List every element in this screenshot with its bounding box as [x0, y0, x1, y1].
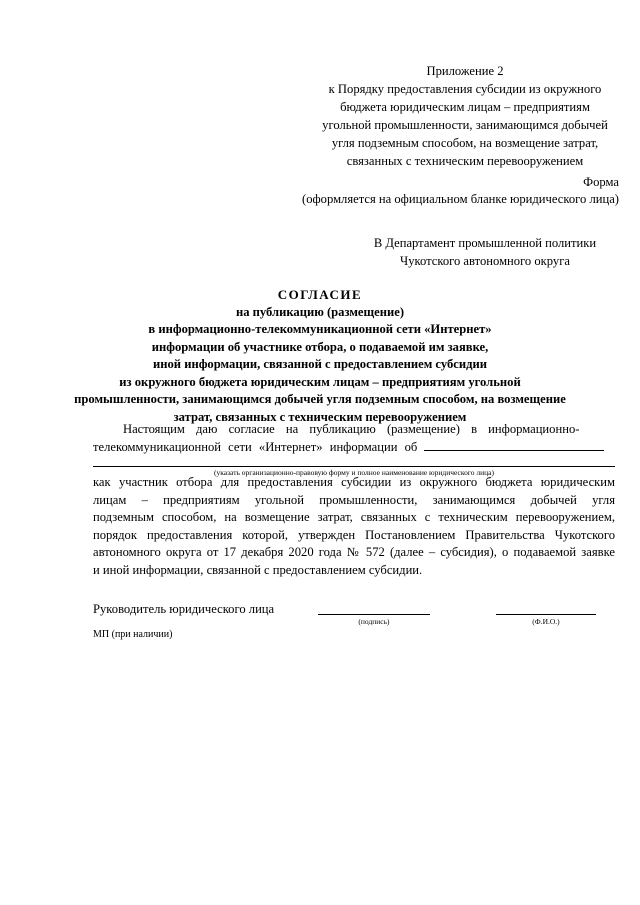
form-label-block — [302, 174, 619, 208]
seal-note: МП (при наличии) — [93, 629, 173, 640]
form-note: (оформляется на официальном бланке юридического лица) — [302, 192, 619, 206]
appendix-line: угольной промышленности, занимающимся добычей — [322, 118, 608, 132]
title-line: в информационно-телекоммуникационной сети «Интернет» — [148, 322, 492, 336]
signatory-label: Руководитель юридического лица — [93, 602, 275, 616]
title-line: иной информации, связанной с предоставлением субсидии — [152, 357, 488, 371]
appendix-line: к Порядку предоставления субсидии из окружного — [328, 82, 602, 96]
signature-hint: (подпись) — [358, 617, 390, 626]
appendix-header — [300, 62, 630, 170]
consent-line-2-text: телекоммуникационной сети «Интернет» информации об — [93, 440, 418, 454]
appendix-line: Приложение 2 — [426, 64, 504, 78]
title-line: промышленности, занимающимся добычей угля подземным способом, на возмещение — [74, 392, 566, 406]
title-line: информации об участнике отбора, о подаваемой им заявке, — [151, 339, 489, 354]
document-title — [60, 286, 580, 426]
appendix-line: бюджета юридическим лицам – предприятиям — [340, 100, 590, 114]
paragraph-line: порядок предоставления которой, утвержден Постановлением Правительства Чукотского — [93, 527, 615, 542]
organization-name-line[interactable] — [93, 466, 615, 467]
consent-line-1: Настоящим даю согласие на публикацию (размещение) в информационно- — [123, 422, 580, 436]
addressee — [355, 234, 615, 270]
organization-name-field[interactable] — [424, 438, 604, 451]
paragraph-line: лицам – предприятиям угольной промышленности, занимающимся добычей угля — [93, 492, 615, 507]
addressee-line: В Департамент промышленной политики — [373, 236, 597, 250]
form-label: Форма — [583, 175, 619, 189]
appendix-line: угля подземным способом, на возмещение затрат, — [331, 136, 599, 150]
consent-intro — [93, 420, 615, 456]
title-line: на публикацию (размещение) — [235, 304, 405, 319]
title-main: СОГЛАСИЕ — [277, 287, 363, 302]
appendix-line: связанных с техническим перевооружением — [346, 154, 584, 168]
paragraph-line: подземным способом, на возмещение затрат, связанных с техническим перевооружением, — [93, 510, 615, 525]
consent-paragraph — [93, 474, 615, 580]
consent-line-2 — [93, 438, 615, 456]
full-name-field[interactable] — [496, 614, 596, 615]
paragraph-line: как участник отбора для предоставления субсидии из окружного бюджета юридическим — [93, 475, 615, 489]
title-line: из окружного бюджета юридическим лицам – предприятиям угольной — [119, 374, 521, 389]
paragraph-line: и иной информации, связанной с предоставлением субсидии. — [93, 562, 423, 577]
paragraph-line: автономного округа от 17 декабря 2020 года № 572 (далее – субсидия), о подаваемой заявке — [93, 545, 615, 560]
full-name-hint: (Ф.И.О.) — [532, 617, 560, 626]
title-line: затрат, связанных с техническим перевооружением — [173, 409, 467, 424]
organization-hint: (указать организационно-правовую форму и полное наименование юридического лица) — [213, 468, 494, 477]
addressee-line: Чукотского автономного округа — [400, 254, 570, 268]
signature-field[interactable] — [318, 614, 430, 615]
